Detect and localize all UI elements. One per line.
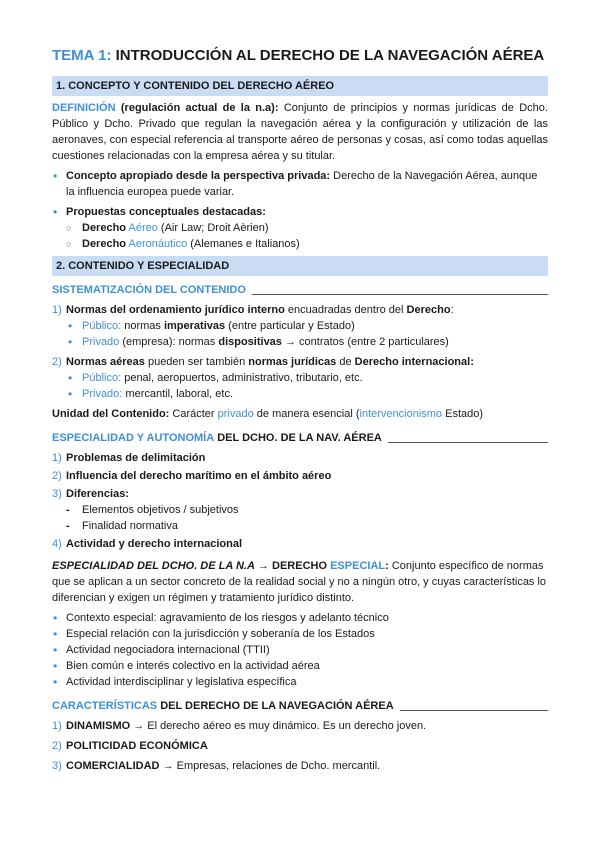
bullet-bold: Concepto apropiado desde la perspectiva privada: <box>66 170 331 182</box>
heading-text: ESPECIALIDAD Y AUTONOMÍA <box>52 432 215 444</box>
document-page <box>52 48 548 774</box>
proposals-bullets <box>52 204 548 220</box>
unidad-text: de manera esencial ( <box>256 408 360 420</box>
unidad-line <box>52 406 548 422</box>
heading-text: SISTEMATIZACIÓN DEL CONTENIDO <box>52 284 246 296</box>
list-item <box>52 370 548 386</box>
bullet-bold: Propuestas conceptuales destacadas: <box>66 206 266 218</box>
sub-blue: Público: <box>82 320 122 332</box>
item-text: encuadradas dentro del <box>287 304 404 316</box>
item-bold: DINAMISMO <box>66 720 131 732</box>
item-text: → Empresas, relaciones de Dcho. mercantil. <box>162 760 381 772</box>
item-bold: Normas aéreas <box>66 356 145 368</box>
item-number: 1) <box>52 304 62 316</box>
espec-text: Conjunto específico de normas que se aplican a un sector concreto de la realidad social y no a ningún otro, y cuyas características lo diferencian y exigen un régimen y tratamiento jurídico distinto. <box>52 560 547 604</box>
diferencias-sublist <box>52 502 548 534</box>
sub-text: → contratos (entre 2 particulares) <box>284 336 449 348</box>
item-number: 2) <box>52 356 62 368</box>
item-text: → El derecho aéreo es muy dinámico. Es un derecho joven. <box>133 720 427 732</box>
sub-text: mercantil, laboral, etc. <box>125 388 234 400</box>
concept-bullets <box>52 168 548 200</box>
item-number: 3) <box>52 488 62 500</box>
list-item <box>52 204 548 220</box>
unidad-text: Estado) <box>445 408 484 420</box>
numbered-item <box>52 536 548 552</box>
bullet-text: Derecho de la Navegación Aérea, aunque la influencia europea puede variar. <box>66 170 538 198</box>
list-item <box>52 236 548 252</box>
item-text: pueden ser también <box>147 356 246 368</box>
item-bold: Diferencias: <box>66 488 129 500</box>
item-bold: COMERCIALIDAD <box>66 760 160 772</box>
sub-text: (empresa): normas <box>122 336 216 348</box>
item-text: : <box>450 304 454 316</box>
list-item <box>52 220 548 236</box>
numbered-item <box>52 738 548 754</box>
list-item: - Elementos objetivos / subjetivos <box>52 502 548 518</box>
sub-bold: Derecho <box>82 222 127 234</box>
numbered-item <box>52 486 548 502</box>
definition-paren: (regulación actual de la n.a): <box>120 102 279 114</box>
espec-blue: ESPECIAL <box>330 560 386 572</box>
espec-bold: : <box>385 560 389 572</box>
unidad-blue: privado <box>217 408 254 420</box>
heading-text: CARACTERÍSTICAS <box>52 700 158 712</box>
sub-text: (Air Law; Droit Aèrien) <box>160 222 269 234</box>
caracteristicas-heading <box>52 698 548 714</box>
sub-bold: imperativas <box>163 320 226 332</box>
title-text: INTRODUCCIÓN AL DERECHO DE LA NAVEGACIÓN AÉREA <box>115 47 545 64</box>
definition-label: DEFINICIÓN <box>52 102 116 114</box>
sub-bold: Derecho <box>82 238 127 250</box>
item-number: 4) <box>52 538 62 550</box>
numbered-item <box>52 758 548 774</box>
list-item: • Actividad negociadora internacional (TTII) <box>52 642 548 658</box>
item-number: 1) <box>52 452 62 464</box>
list-item: • Especial relación con la jurisdicción y soberanía de los Estados <box>52 626 548 642</box>
list-item: • Contexto especial: agravamiento de los riesgos y adelanto técnico <box>52 610 548 626</box>
definition-text: Conjunto de principios y normas jurídicas de Dcho. Público y Dcho. Privado que regulan la navegación aérea y la configuración y utilización de las aeronaves, con especial referencia al transporte aéreo de personas y cosas, así como todas aquellas cuestiones relacionadas con la empresa aérea y su titular. <box>52 102 548 162</box>
heading-text: DEL DCHO. DE LA NAV. AÉREA <box>217 432 382 444</box>
item-bold: normas jurídicas <box>248 356 337 368</box>
sub-text: penal, aeropuertos, administrativo, tributario, etc. <box>124 372 363 384</box>
n1-sublist <box>52 318 548 350</box>
unidad-bold: Unidad del Contenido: <box>52 408 170 420</box>
list-item <box>52 386 548 402</box>
item-bold: Derecho <box>406 304 451 316</box>
item-number: 2) <box>52 470 62 482</box>
espec-bold: → DERECHO <box>257 560 328 572</box>
unidad-text: Carácter <box>172 408 215 420</box>
numbered-item <box>52 302 548 318</box>
list-item <box>52 318 548 334</box>
sub-bold: dispositivas <box>218 336 282 348</box>
item-bold: Derecho internacional: <box>354 356 474 368</box>
item-number: 2) <box>52 740 62 752</box>
proposals-sublist <box>52 220 548 252</box>
list-item: • Bien común e interés colectivo en la actividad aérea <box>52 658 548 674</box>
item-bold: POLITICIDAD ECONÓMICA <box>66 740 208 752</box>
sub-blue: Aéreo <box>128 222 158 234</box>
title-number: TEMA 1: <box>52 47 112 64</box>
list-item <box>52 334 548 350</box>
sistematizacion-heading <box>52 282 548 298</box>
sub-blue: Privado <box>82 336 120 348</box>
n2-sublist <box>52 370 548 402</box>
list-item <box>52 168 548 200</box>
page-title <box>52 48 548 64</box>
definition-paragraph <box>52 100 548 164</box>
list-item: - Finalidad normativa <box>52 518 548 534</box>
item-bold: Problemas de delimitación <box>66 452 206 464</box>
unidad-blue: intervencionismo <box>359 408 443 420</box>
sub-text: normas <box>124 320 161 332</box>
numbered-item <box>52 718 548 734</box>
item-bold: Normas del ordenamiento jurídico interno <box>66 304 285 316</box>
especialidad-bullets <box>52 610 548 690</box>
sub-text: (Alemanes e Italianos) <box>190 238 300 250</box>
numbered-item <box>52 450 548 466</box>
heading-text: DEL DERECHO DE LA NAVEGACIÓN AÉREA <box>160 700 394 712</box>
list-item: • Actividad interdisciplinar y legislativa específica <box>52 674 548 690</box>
item-bold: Influencia del derecho marítimo en el ámbito aéreo <box>66 470 332 482</box>
sub-blue: Público: <box>82 372 122 384</box>
sub-blue: Privado: <box>82 388 123 400</box>
numbered-item <box>52 468 548 484</box>
espec-italic: ESPECIALIDAD DEL DCHO. DE LA N.A <box>52 560 255 572</box>
item-bold: Actividad y derecho internacional <box>66 538 243 550</box>
especialidad-paragraph <box>52 558 548 606</box>
section-2-heading: 2. CONTENIDO Y ESPECIALIDAD <box>52 256 548 276</box>
item-text: de <box>339 356 352 368</box>
sub-blue: Aeronáutico <box>128 238 188 250</box>
item-number: 3) <box>52 760 62 772</box>
item-number: 1) <box>52 720 62 732</box>
numbered-item <box>52 354 548 370</box>
sub-text: (entre particular y Estado) <box>228 320 355 332</box>
section-1-heading: 1. CONCEPTO Y CONTENIDO DEL DERECHO AÉREO <box>52 76 548 96</box>
especialidad-heading <box>52 430 548 446</box>
